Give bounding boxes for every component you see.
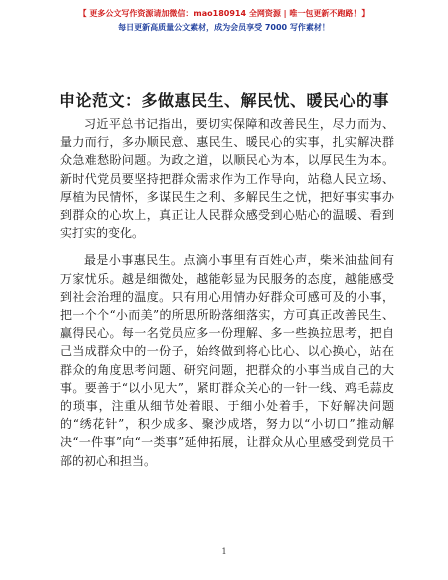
banner-line-1: 【 更多公文写作资源请加微信：mao180914 全网资源 | 唯一包更新不跑路！】 bbox=[78, 9, 370, 18]
banner-line-2: 每日更新高质量公文素材，成为会员享受 7000 写作素材！ bbox=[118, 23, 330, 32]
header-banner bbox=[0, 8, 448, 34]
paragraph-1: 习近平总书记指出，要切实保障和改善民生，尽力而为、量力而行，多办顺民意、惠民生、暖民心的实事，扎实解决群众急难愁盼问题。为政之道，以顺民心为本，以厚民生为本。新时代党员要坚持把群众需求作为工作导向，站稳人民立场、厚植为民情怀，多谋民生之利、多解民生之忧，把好事实事办到群众的心坎上，真正让人民群众感受到心贴心的温暖、看到实打实的变化。 bbox=[60, 117, 394, 241]
document-title: 申论范文：多做惠民生、解民忧、暖民心的事 bbox=[58, 91, 389, 110]
document-body bbox=[60, 115, 394, 470]
page-number: 1 bbox=[221, 547, 227, 556]
paragraph-2: 最是小事惠民生。点滴小事里有百姓心声，柴米油盐间有万家忧乐。越是细微处，越能彰显为民服务的态度，越能感受到社会治理的温度。只有用心用情办好群众可感可及的小事，把一个个“小而美”的所思所盼落细落实，方可真正改善民生、赢得民心。每一名党员应多一份理解、多一些换拉思考，把自己当成群众中的一份子，始终做到将心比心、以心换心，站在群众的角度思考问题、研究问题，把群众的小事当成自己的大事。要善于“以小见大”，紧盯群众关心的一针一线、鸡毛蒜皮的琐事，注重从细节处着眼、于细小处着手，下好解决问题的“绣花针”，积少成多、聚沙成塔，努力以“小切口”推动解决“一件事”向“一类事”延伸拓展，让群众从心里感受到党员干部的初心和担当。 bbox=[60, 253, 394, 468]
